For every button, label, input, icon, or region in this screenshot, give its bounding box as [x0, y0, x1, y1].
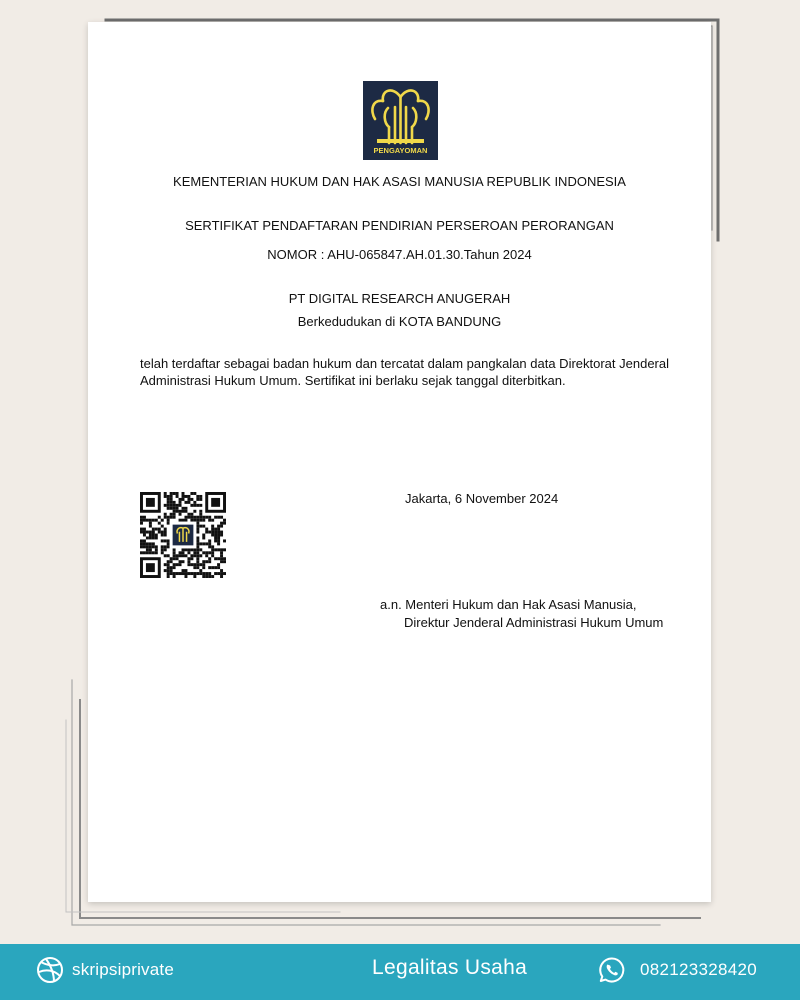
place-date: Jakarta, 6 November 2024 [405, 491, 559, 506]
footer-title: Legalitas Usaha [372, 956, 528, 979]
signatory-line-1: a.n. Menteri Hukum dan Hak Asasi Manusia, [380, 597, 637, 612]
pengayoman-emblem-icon [363, 81, 438, 160]
certificate-title: SERTIFIKAT PENDAFTARAN PENDIRIAN PERSEROAN PERORANGAN [185, 218, 614, 233]
ministry-heading: KEMENTERIAN HUKUM DAN HAK ASASI MANUSIA REPUBLIK INDONESIA [173, 174, 626, 189]
company-domicile: Berkedudukan di KOTA BANDUNG [297, 314, 502, 329]
footer-bar [0, 944, 800, 1000]
whatsapp-contact[interactable] [598, 956, 757, 984]
company-name: PT DIGITAL RESEARCH ANUGERAH [288, 291, 511, 306]
certificate-paper [88, 22, 711, 902]
emblem-label: PENGAYOMAN [373, 146, 428, 155]
certificate-body: telah terdaftar sebagai badan hukum dan tercatat dalam pangkalan data Direktorat Jenderal Administrasi Hukum Umum. Sertifikat ini berlaku sejak tanggal diterbitkan. [140, 356, 670, 388]
signatory-line-2: Direktur Jenderal Administrasi Hukum Umum [404, 615, 664, 630]
qr-code [140, 492, 226, 578]
contact-phone: 082123328420 [640, 960, 758, 979]
dribbble-ball-icon [36, 956, 64, 984]
brand-label: skripsiprivate [72, 960, 174, 979]
signatory-block [380, 596, 663, 632]
certificate-number: NOMOR : AHU-065847.AH.01.30.Tahun 2024 [267, 247, 532, 262]
brand[interactable] [36, 956, 174, 984]
whatsapp-icon [598, 956, 626, 984]
